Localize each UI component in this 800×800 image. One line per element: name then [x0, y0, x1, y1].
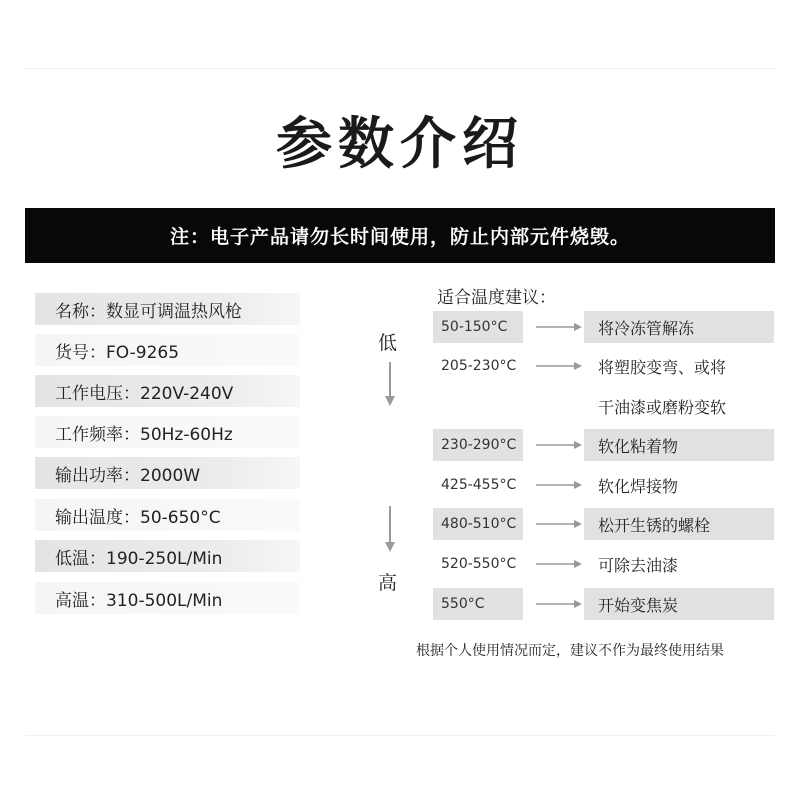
- high-label: 高: [378, 572, 398, 594]
- temp-action-5: 松开生锈的螺栓: [584, 508, 774, 540]
- spec-voltage: 工作电压：220V-240V: [35, 375, 300, 407]
- temp-action-1: 将冷冻管解冻: [584, 311, 774, 343]
- suggestion-title: 适合温度建议：: [437, 288, 556, 308]
- temp-range-3: 230-290°C: [433, 429, 523, 461]
- temp-range-5: 480-510°C: [433, 508, 523, 540]
- top-divider: [25, 68, 775, 69]
- arrow-icon: [536, 518, 584, 530]
- temp-range-7: 550°C: [433, 588, 523, 620]
- spec-high-flow: 高温：310-500L/Min: [35, 582, 300, 614]
- temp-action-6: 可除去油漆: [598, 555, 679, 575]
- temp-action-4: 软化焊接物: [598, 476, 679, 496]
- notice-banner: 注：电子产品请勿长时间使用，防止内部元件烧毁。: [25, 208, 775, 263]
- arrow-icon: [536, 360, 584, 372]
- temp-range-1: 50-150°C: [433, 311, 523, 343]
- temp-action-2: 将塑胶变弯、或将: [598, 357, 727, 377]
- spec-power: 输出功率：2000W: [35, 457, 300, 489]
- temp-action-2-line2: 干油漆或磨粉变软: [598, 397, 727, 417]
- spec-temperature: 输出温度：50-650°C: [35, 499, 300, 531]
- page-title: 参数介绍: [276, 112, 524, 177]
- temp-action-7: 开始变焦炭: [584, 588, 774, 620]
- footnote: 根据个人使用情况而定，建议不作为最终使用结果: [416, 643, 724, 659]
- arrow-icon: [536, 321, 584, 333]
- low-label: 低: [378, 332, 398, 354]
- arrow-icon: [536, 598, 584, 610]
- arrow-icon: [536, 479, 584, 491]
- arrow-icon: [536, 439, 584, 451]
- temp-range-2: 205-230°C: [441, 358, 517, 374]
- temp-range-4: 425-455°C: [441, 477, 517, 493]
- spec-low-flow: 低温：190-250L/Min: [35, 540, 300, 572]
- arrow-icon: [536, 558, 584, 570]
- temp-action-3: 软化粘着物: [584, 429, 774, 461]
- temp-range-6: 520-550°C: [441, 556, 517, 572]
- spec-name: 名称：数显可调温热风枪: [35, 293, 300, 325]
- bottom-divider: [25, 735, 775, 736]
- spec-model: 货号：FO-9265: [35, 334, 300, 366]
- spec-frequency: 工作频率：50Hz-60Hz: [35, 416, 300, 448]
- temperature-axis-arrows: [380, 360, 400, 560]
